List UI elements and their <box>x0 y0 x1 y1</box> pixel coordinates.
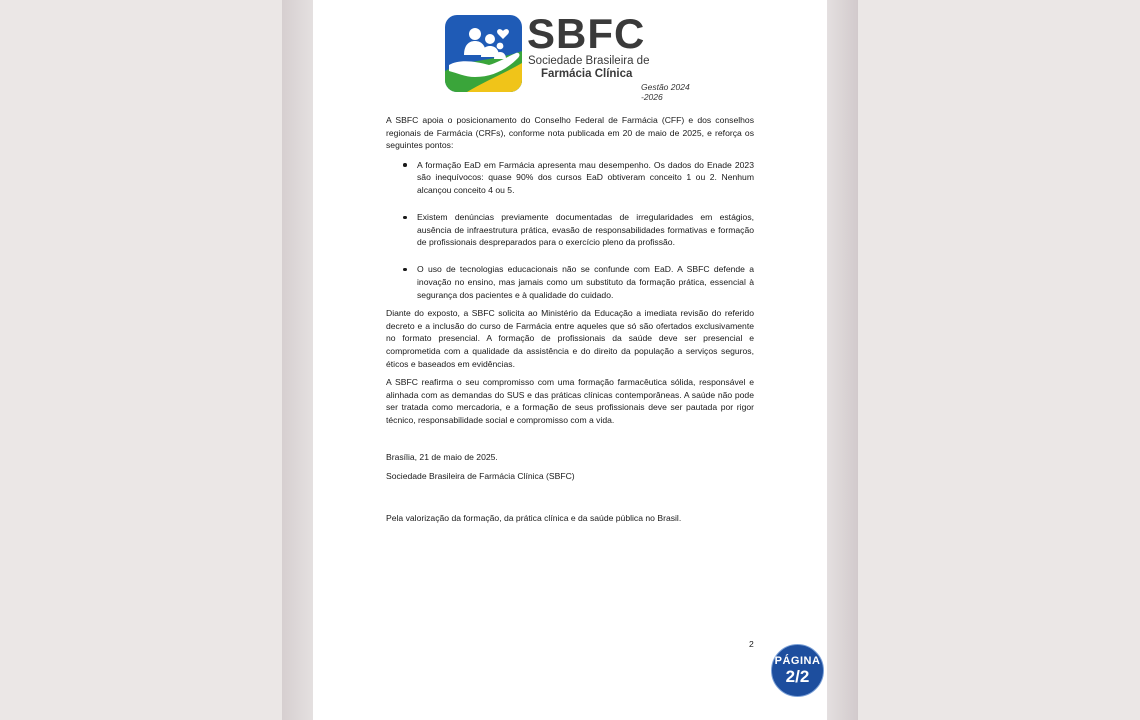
request-paragraph: Diante do exposto, a SBFC solicita ao Ministério da Educação a imediata revisão do referido decreto e a inclusão do curso de Farmácia entre aqueles que só são ofertados exclusivamente no formato presencial. A formação de profissionais da saúde deve ser presencial e comprometida com a qualidade da assistência e do direito da população a serviços seguros, éticos e baseados em evidências. <box>386 308 754 369</box>
document-page <box>313 0 827 720</box>
badge-page-count: 2/2 <box>785 667 810 686</box>
logo-subtitle-line2: Farmácia Clínica <box>541 68 633 80</box>
badge-label: PÁGINA <box>774 655 821 667</box>
logo-gestao-period: Gestão 2024 -2026 <box>641 82 690 102</box>
list-item: O uso de tecnologias educacionais não se confunde com EaD. A SBFC defende a inovação no ensino, mas jamais como um substituto da formação prática, essencial à segurança dos pacientes e à qualidade do cuidado. <box>417 264 754 300</box>
list-item: A formação EaD em Farmácia apresenta mau desempenho. Os dados do Enade 2023 são inequívocos: quase 90% dos cursos EaD obtiveram conceito 1 ou 2. Nenhum alcançou conceito 4 ou 5. <box>417 159 754 195</box>
place-date: Brasília, 21 de maio de 2025. <box>386 452 498 463</box>
page-indicator-badge <box>771 644 824 697</box>
page-number: 2 <box>749 639 754 649</box>
hand-people-logo-icon <box>445 15 522 92</box>
sbfc-logo <box>445 10 705 102</box>
commitment-paragraph: A SBFC reafirma o seu compromisso com uma formação farmacêutica sólida, responsável e alinhada com as demandas do SUS e das práticas clínicas contemporâneas. A saúde não pode ser tratada como mercadoria, e a formação de seus profissionais deve ser pautada por rigor técnico, responsabilidade social e compromisso com a vida. <box>386 377 754 425</box>
logo-wordmark: SBFC <box>527 10 646 57</box>
intro-paragraph: A SBFC apoia o posicionamento do Conselho Federal de Farmácia (CFF) e dos conselhos regionais de Farmácia (CRFs), conforme nota publicada em 20 de maio de 2025, e reforça os seguintes pontos: <box>386 115 754 151</box>
list-item: Existem denúncias previamente documentadas de irregularidades em estágios, ausência de infraestrutura prática, evasão de responsabilidades formativas e formação de profissionais despreparados para o exercício pleno da profissão. <box>417 212 754 248</box>
logo-subtitle-line1: Sociedade Brasileira de <box>528 55 650 67</box>
closing-line: Pela valorização da formação, da prática clínica e da saúde pública no Brasil. <box>386 512 682 523</box>
key-points-list <box>386 159 754 301</box>
signature: Sociedade Brasileira de Farmácia Clínica (SBFC) <box>386 471 575 482</box>
document-body <box>386 114 754 530</box>
spacer <box>386 432 754 451</box>
spacer <box>386 489 754 512</box>
